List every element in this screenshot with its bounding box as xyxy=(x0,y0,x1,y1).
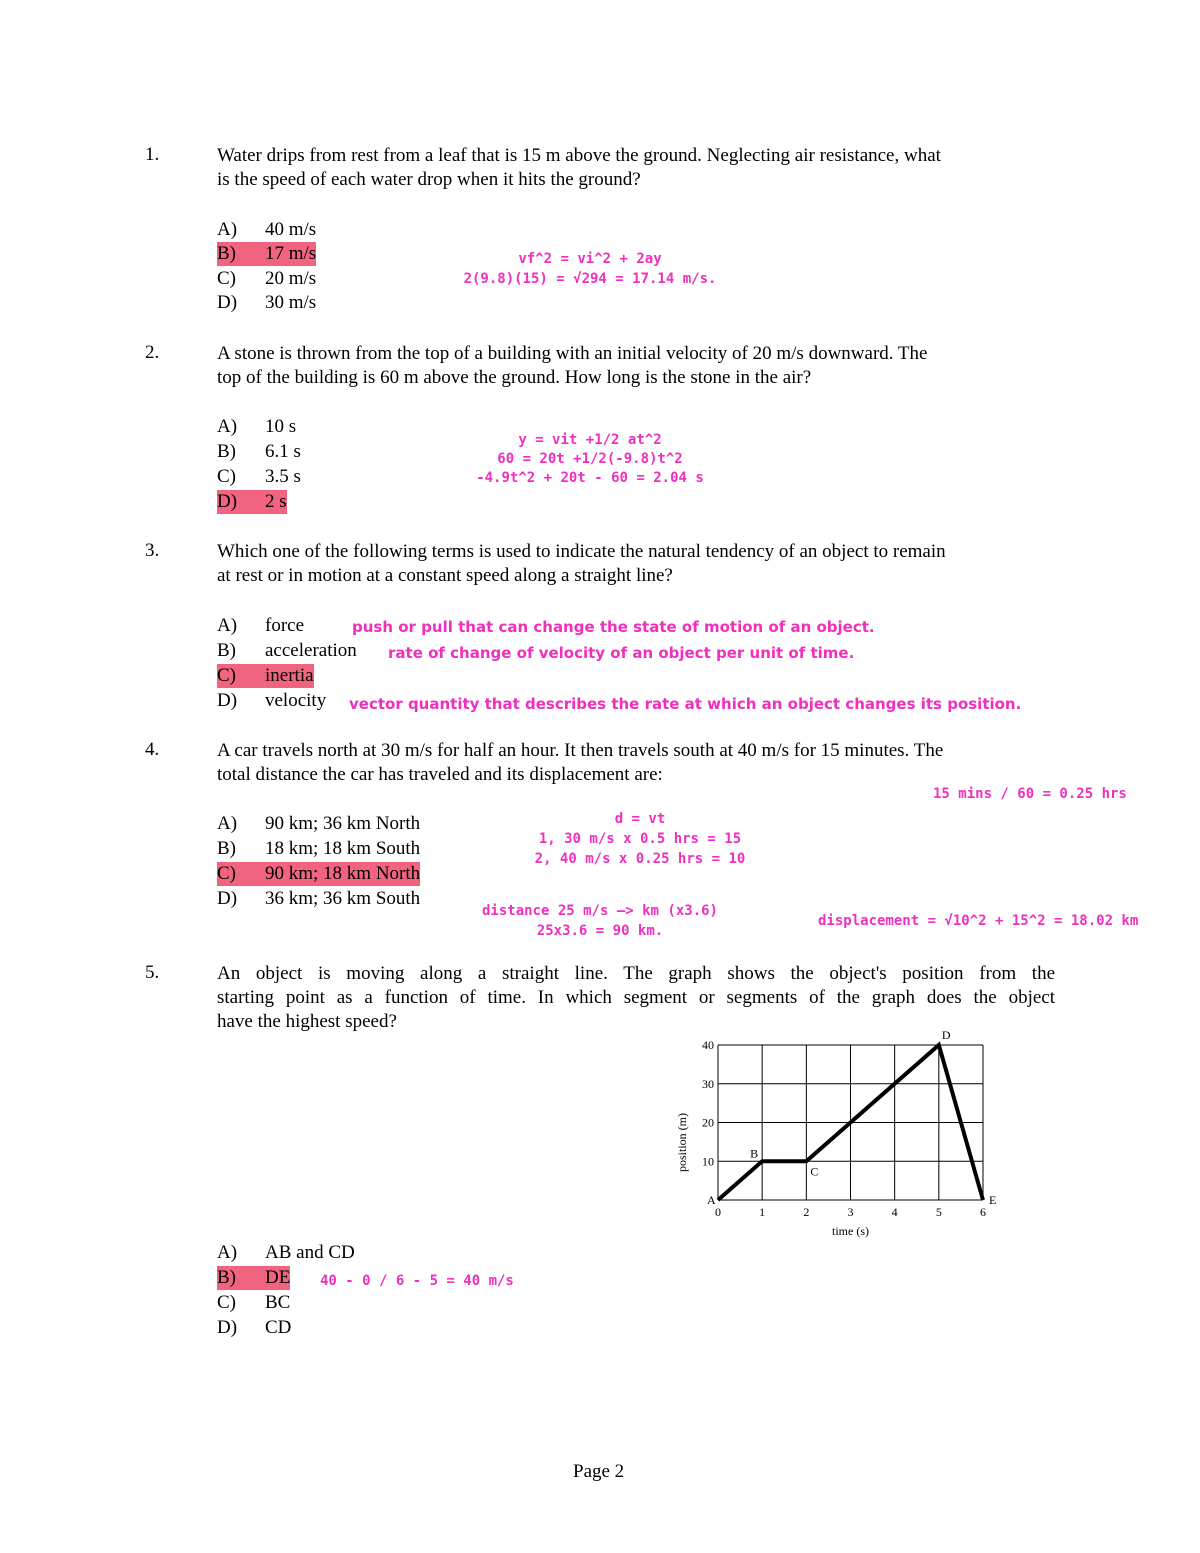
y-axis-label: position (m) xyxy=(675,1113,689,1172)
q3-option-b xyxy=(217,639,357,663)
option-text: 6.1 s xyxy=(265,441,301,462)
option-letter: B) xyxy=(217,838,236,859)
q1-option-d xyxy=(217,291,316,315)
point-label-c: C xyxy=(810,1164,819,1179)
question-5-number: 5. xyxy=(145,962,160,983)
option-text: 17 m/s xyxy=(265,243,317,264)
option-letter: A) xyxy=(217,813,238,834)
q4-option-c-answer xyxy=(217,862,420,886)
option-letter: D) xyxy=(217,491,238,512)
option-text: inertia xyxy=(265,665,314,686)
question-3-text xyxy=(217,540,1055,588)
q4-option-d xyxy=(217,887,420,911)
option-letter: C) xyxy=(217,268,236,289)
option-letter: B) xyxy=(217,640,236,661)
option-text: 30 m/s xyxy=(265,292,317,313)
option-text: 90 km; 36 km North xyxy=(265,813,421,834)
x-tick-label: 1 xyxy=(759,1205,766,1219)
q2-note-2: 60 = 20t +1/2(-9.8)t^2 xyxy=(497,451,683,467)
q4-note-minutes: 15 mins / 60 = 0.25 hrs xyxy=(933,786,1127,802)
q3-note-velocity: vector quantity that describes the rate at which an object changes its position. xyxy=(349,695,1022,713)
question-3-line-2: at rest or in motion at a constant speed along a straight line? xyxy=(217,565,673,586)
question-4-line-1: A car travels north at 30 m/s for half an hour. It then travels south at 40 m/s for 15 minutes. The xyxy=(217,740,944,761)
option-letter: D) xyxy=(217,888,238,909)
q3-option-d xyxy=(217,689,326,713)
q2-option-c xyxy=(217,465,301,489)
option-text: 90 km; 18 km North xyxy=(265,863,421,884)
option-letter: A) xyxy=(217,1242,238,1263)
question-5-line-1: An object is moving along a straight line. The graph shows the object's position from the xyxy=(217,963,1055,984)
q5-option-b-answer xyxy=(217,1266,290,1290)
question-4-text xyxy=(217,739,1055,787)
position-time-graph xyxy=(670,1025,1010,1245)
question-2-number: 2. xyxy=(145,342,160,363)
option-letter: D) xyxy=(217,690,238,711)
y-tick-label: 30 xyxy=(702,1076,714,1091)
x-tick-label: 2 xyxy=(803,1205,810,1219)
option-letter: C) xyxy=(217,1292,236,1313)
question-3-number: 3. xyxy=(145,540,160,561)
question-2-line-1: A stone is thrown from the top of a building with an initial velocity of 20 m/s downward. The xyxy=(217,343,928,364)
option-text: 40 m/s xyxy=(265,219,317,240)
q2-note-1: y = vit +1/2 at^2 xyxy=(518,432,662,448)
q5-option-d xyxy=(217,1316,291,1340)
point-label-d: D xyxy=(941,1028,951,1042)
q4-option-a xyxy=(217,812,420,836)
point-label-b: B xyxy=(750,1146,759,1161)
q3-note-acceleration: rate of change of velocity of an object per unit of time. xyxy=(388,644,855,662)
q1-option-a xyxy=(217,218,316,242)
point-label-a: A xyxy=(707,1193,716,1207)
q2-option-a xyxy=(217,415,296,439)
option-letter: A) xyxy=(217,416,238,437)
question-2-text xyxy=(217,342,1055,390)
point-labels xyxy=(707,1028,996,1207)
question-1-number: 1. xyxy=(145,144,160,165)
q1-option-b-answer xyxy=(217,242,316,266)
option-text: 3.5 s xyxy=(265,466,301,487)
option-text: acceleration xyxy=(265,640,357,661)
question-5-line-3: have the highest speed? xyxy=(217,1011,397,1032)
question-1-line-1: Water drips from rest from a leaf that is 15 m above the ground. Neglecting air resistance, what xyxy=(217,145,941,166)
option-letter: B) xyxy=(217,1267,236,1288)
q3-option-c-answer xyxy=(217,664,314,688)
option-letter: B) xyxy=(217,441,236,462)
option-text: 10 s xyxy=(265,416,297,437)
option-text: DE xyxy=(265,1267,291,1288)
option-letter: C) xyxy=(217,863,236,884)
y-axis-ticks xyxy=(702,1038,714,1168)
q2-option-d-answer xyxy=(217,490,287,514)
x-axis-label: time (s) xyxy=(832,1224,869,1238)
q1-option-c xyxy=(217,267,316,291)
question-2-line-2: top of the building is 60 m above the ground. How long is the stone in the air? xyxy=(217,367,812,388)
q4-note-distance: distance 25 m/s —> km (x3.6) xyxy=(481,903,718,919)
x-tick-label: 4 xyxy=(891,1205,898,1219)
option-text: 2 s xyxy=(265,491,287,512)
point-label-e: E xyxy=(989,1193,997,1207)
q4-note-distance-result: 25x3.6 = 90 km. xyxy=(536,923,664,939)
q2-note-3: -4.9t^2 + 20t - 60 = 2.04 s xyxy=(476,470,704,486)
y-tick-label: 40 xyxy=(702,1038,714,1052)
option-text: 18 km; 18 km South xyxy=(265,838,421,859)
x-tick-label: 5 xyxy=(935,1205,942,1219)
option-letter: C) xyxy=(217,665,236,686)
option-text: 20 m/s xyxy=(265,268,317,289)
option-text: 36 km; 36 km South xyxy=(265,888,421,909)
q1-note-formula: vf^2 = vi^2 + 2ay xyxy=(518,251,662,267)
q4-option-b xyxy=(217,837,420,861)
q4-note-leg-2: 2, 40 m/s x 0.25 hrs = 10 xyxy=(534,851,746,867)
x-tick-label: 3 xyxy=(847,1205,854,1219)
x-tick-label: 0 xyxy=(715,1205,721,1219)
option-text: velocity xyxy=(265,690,327,711)
q2-option-b xyxy=(217,440,301,464)
question-3-line-1: Which one of the following terms is used to indicate the natural tendency of an object to remain xyxy=(217,541,946,562)
option-letter: B) xyxy=(217,243,236,264)
q4-note-leg-1: 1, 30 m/s x 0.5 hrs = 15 xyxy=(538,831,742,847)
y-tick-label: 20 xyxy=(702,1115,714,1130)
page-number: Page 2 xyxy=(573,1461,625,1482)
q5-option-a xyxy=(217,1241,355,1265)
option-letter: A) xyxy=(217,615,238,636)
option-letter: C) xyxy=(217,466,236,487)
q5-note-slope: 40 - 0 / 6 - 5 = 40 m/s xyxy=(320,1273,514,1289)
x-tick-label: 6 xyxy=(980,1205,986,1219)
question-4-line-2: total distance the car has traveled and its displacement are: xyxy=(217,764,663,785)
q4-note-formula: d = vt xyxy=(614,811,666,827)
question-1-line-2: is the speed of each water drop when it hits the ground? xyxy=(217,169,641,190)
q4-note-displacement: displacement = √10^2 + 15^2 = 18.02 km xyxy=(818,913,1139,929)
option-letter: D) xyxy=(217,292,238,313)
option-letter: A) xyxy=(217,219,238,240)
y-tick-label: 10 xyxy=(702,1154,714,1169)
q1-note-result: 2(9.8)(15) = √294 = 17.14 m/s. xyxy=(463,271,717,287)
question-5-text xyxy=(217,962,1055,1034)
q5-option-c xyxy=(217,1291,290,1315)
question-1-text xyxy=(217,144,1055,192)
option-letter: D) xyxy=(217,1317,238,1338)
x-axis-ticks xyxy=(715,1205,986,1219)
option-text: CD xyxy=(265,1317,292,1338)
option-text: force xyxy=(265,615,305,636)
question-5-line-2: starting point as a function of time. In which segment or segments of the graph does the object xyxy=(217,987,1055,1008)
question-4-number: 4. xyxy=(145,739,160,760)
q3-option-a xyxy=(217,614,304,638)
option-text: BC xyxy=(265,1292,291,1313)
q3-note-force: push or pull that can change the state of motion of an object. xyxy=(352,618,875,636)
option-text: AB and CD xyxy=(265,1242,355,1263)
